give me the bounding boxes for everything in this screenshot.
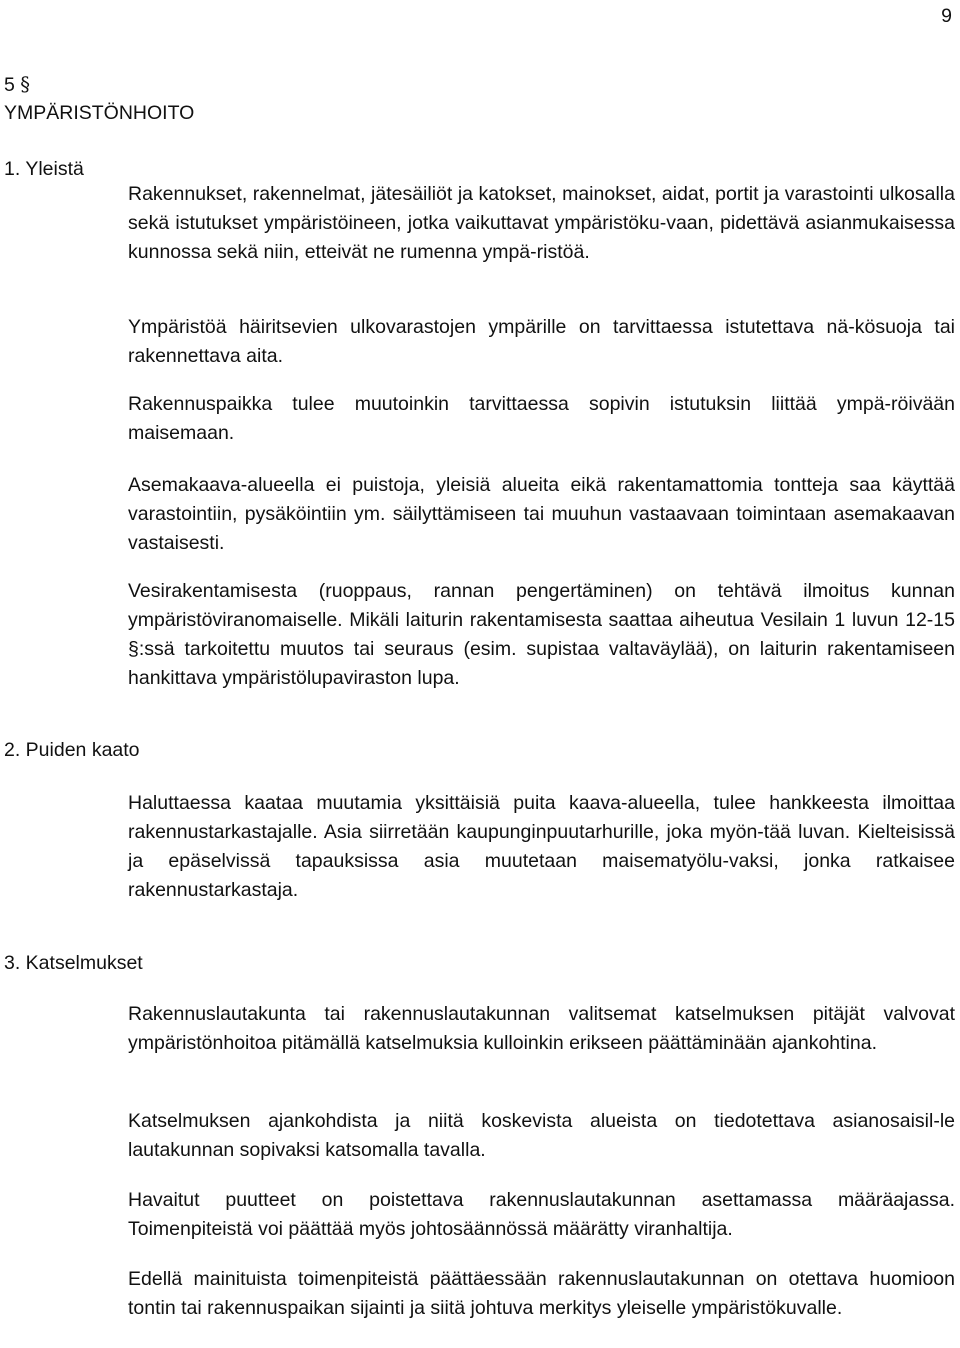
section-heading-yleista: 1. Yleistä xyxy=(4,158,84,180)
paragraph: Rakennuspaikka tulee muutoinkin tarvittaessa sopivin istutuksin liittää ympä-röivään maisemaan. xyxy=(128,393,955,444)
paragraph: Havaitut puutteet on poistettava rakennuslautakunnan asettamassa määräajassa. Toimenpiteistä voi päättää myös johtosäännössä määrätty viranhaltija. xyxy=(128,1189,955,1240)
section-heading-puiden-kaato: 2. Puiden kaato xyxy=(4,739,140,761)
chapter-number-line xyxy=(4,70,30,100)
chapter-title: YMPÄRISTÖNHOITO xyxy=(4,102,195,124)
paragraph: Asemakaava-alueella ei puistoja, yleisiä alueita eikä rakentamattomia tontteja saa käyttää varastointiin, pysäköintiin ym. säilyttämiseen tai muuhun vastaavaan toimintaan asemakaavan vastaisesti. xyxy=(128,474,955,554)
paragraph: Vesirakentamisesta (ruoppaus, rannan pengertäminen) on tehtävä ilmoitus kunnan ympäristöviranomaiselle. Mikäli laiturin rakentamisesta saattaa aiheutua Vesilain 1 luvun 12-15 §:ssä tarkoitettu muutos tai seuraus (esim. supistaa valtaväylää), on laiturin rakentamiseen hankittava ympäristölupaviraston lupa. xyxy=(128,580,955,689)
chapter-number: 5 xyxy=(4,74,15,96)
paragraph: Ympäristöä häiritsevien ulkovarastojen ympärille on tarvittaessa istutettava nä-kösuoja tai rakennettava aita. xyxy=(128,316,955,367)
section-heading-katselmukset: 3. Katselmukset xyxy=(4,952,143,974)
page-number: 9 xyxy=(941,5,952,27)
section-symbol: § xyxy=(20,73,31,96)
paragraph: Edellä mainituista toimenpiteistä päättäessään rakennuslautakunnan on otettava huomioon tontin tai rakennuspaikan sijainti ja siitä johtuva merkitys yleiselle ympäristökuvalle. xyxy=(128,1268,955,1319)
paragraph: Katselmuksen ajankohdista ja niitä koskevista alueista on tiedotettava asianosaisil-le lautakunnan sopivaksi katsomalla tavalla. xyxy=(128,1110,955,1161)
paragraph: Rakennukset, rakennelmat, jätesäiliöt ja katokset, mainokset, aidat, portit ja varastointi ulkosalla sekä istutukset ympäristöineen, jotka vaikuttavat ympäristöku-vaan, pidettävä asianmukaisessa kunnossa sekä niin, etteivät ne rumenna ympä-ristöä. xyxy=(128,183,955,263)
paragraph: Rakennuslautakunta tai rakennuslautakunnan valitsemat katselmuksen pitäjät valvovat ympäristönhoitoa pitämällä katselmuksia kulloinkin erikseen päättäminään ajankohtina. xyxy=(128,1003,955,1054)
paragraph: Haluttaessa kaataa muutamia yksittäisiä puita kaava-alueella, tulee hankkeesta ilmoittaa rakennustarkastajalle. Asia siirretään kaupunginpuutarhurille, joka myön-tää luvan. Kielteisissä ja epäselvissä tapauksissa asia muutetaan maisematyölu-vaksi, jonka ratkaisee rakennustarkastaja. xyxy=(128,792,955,901)
